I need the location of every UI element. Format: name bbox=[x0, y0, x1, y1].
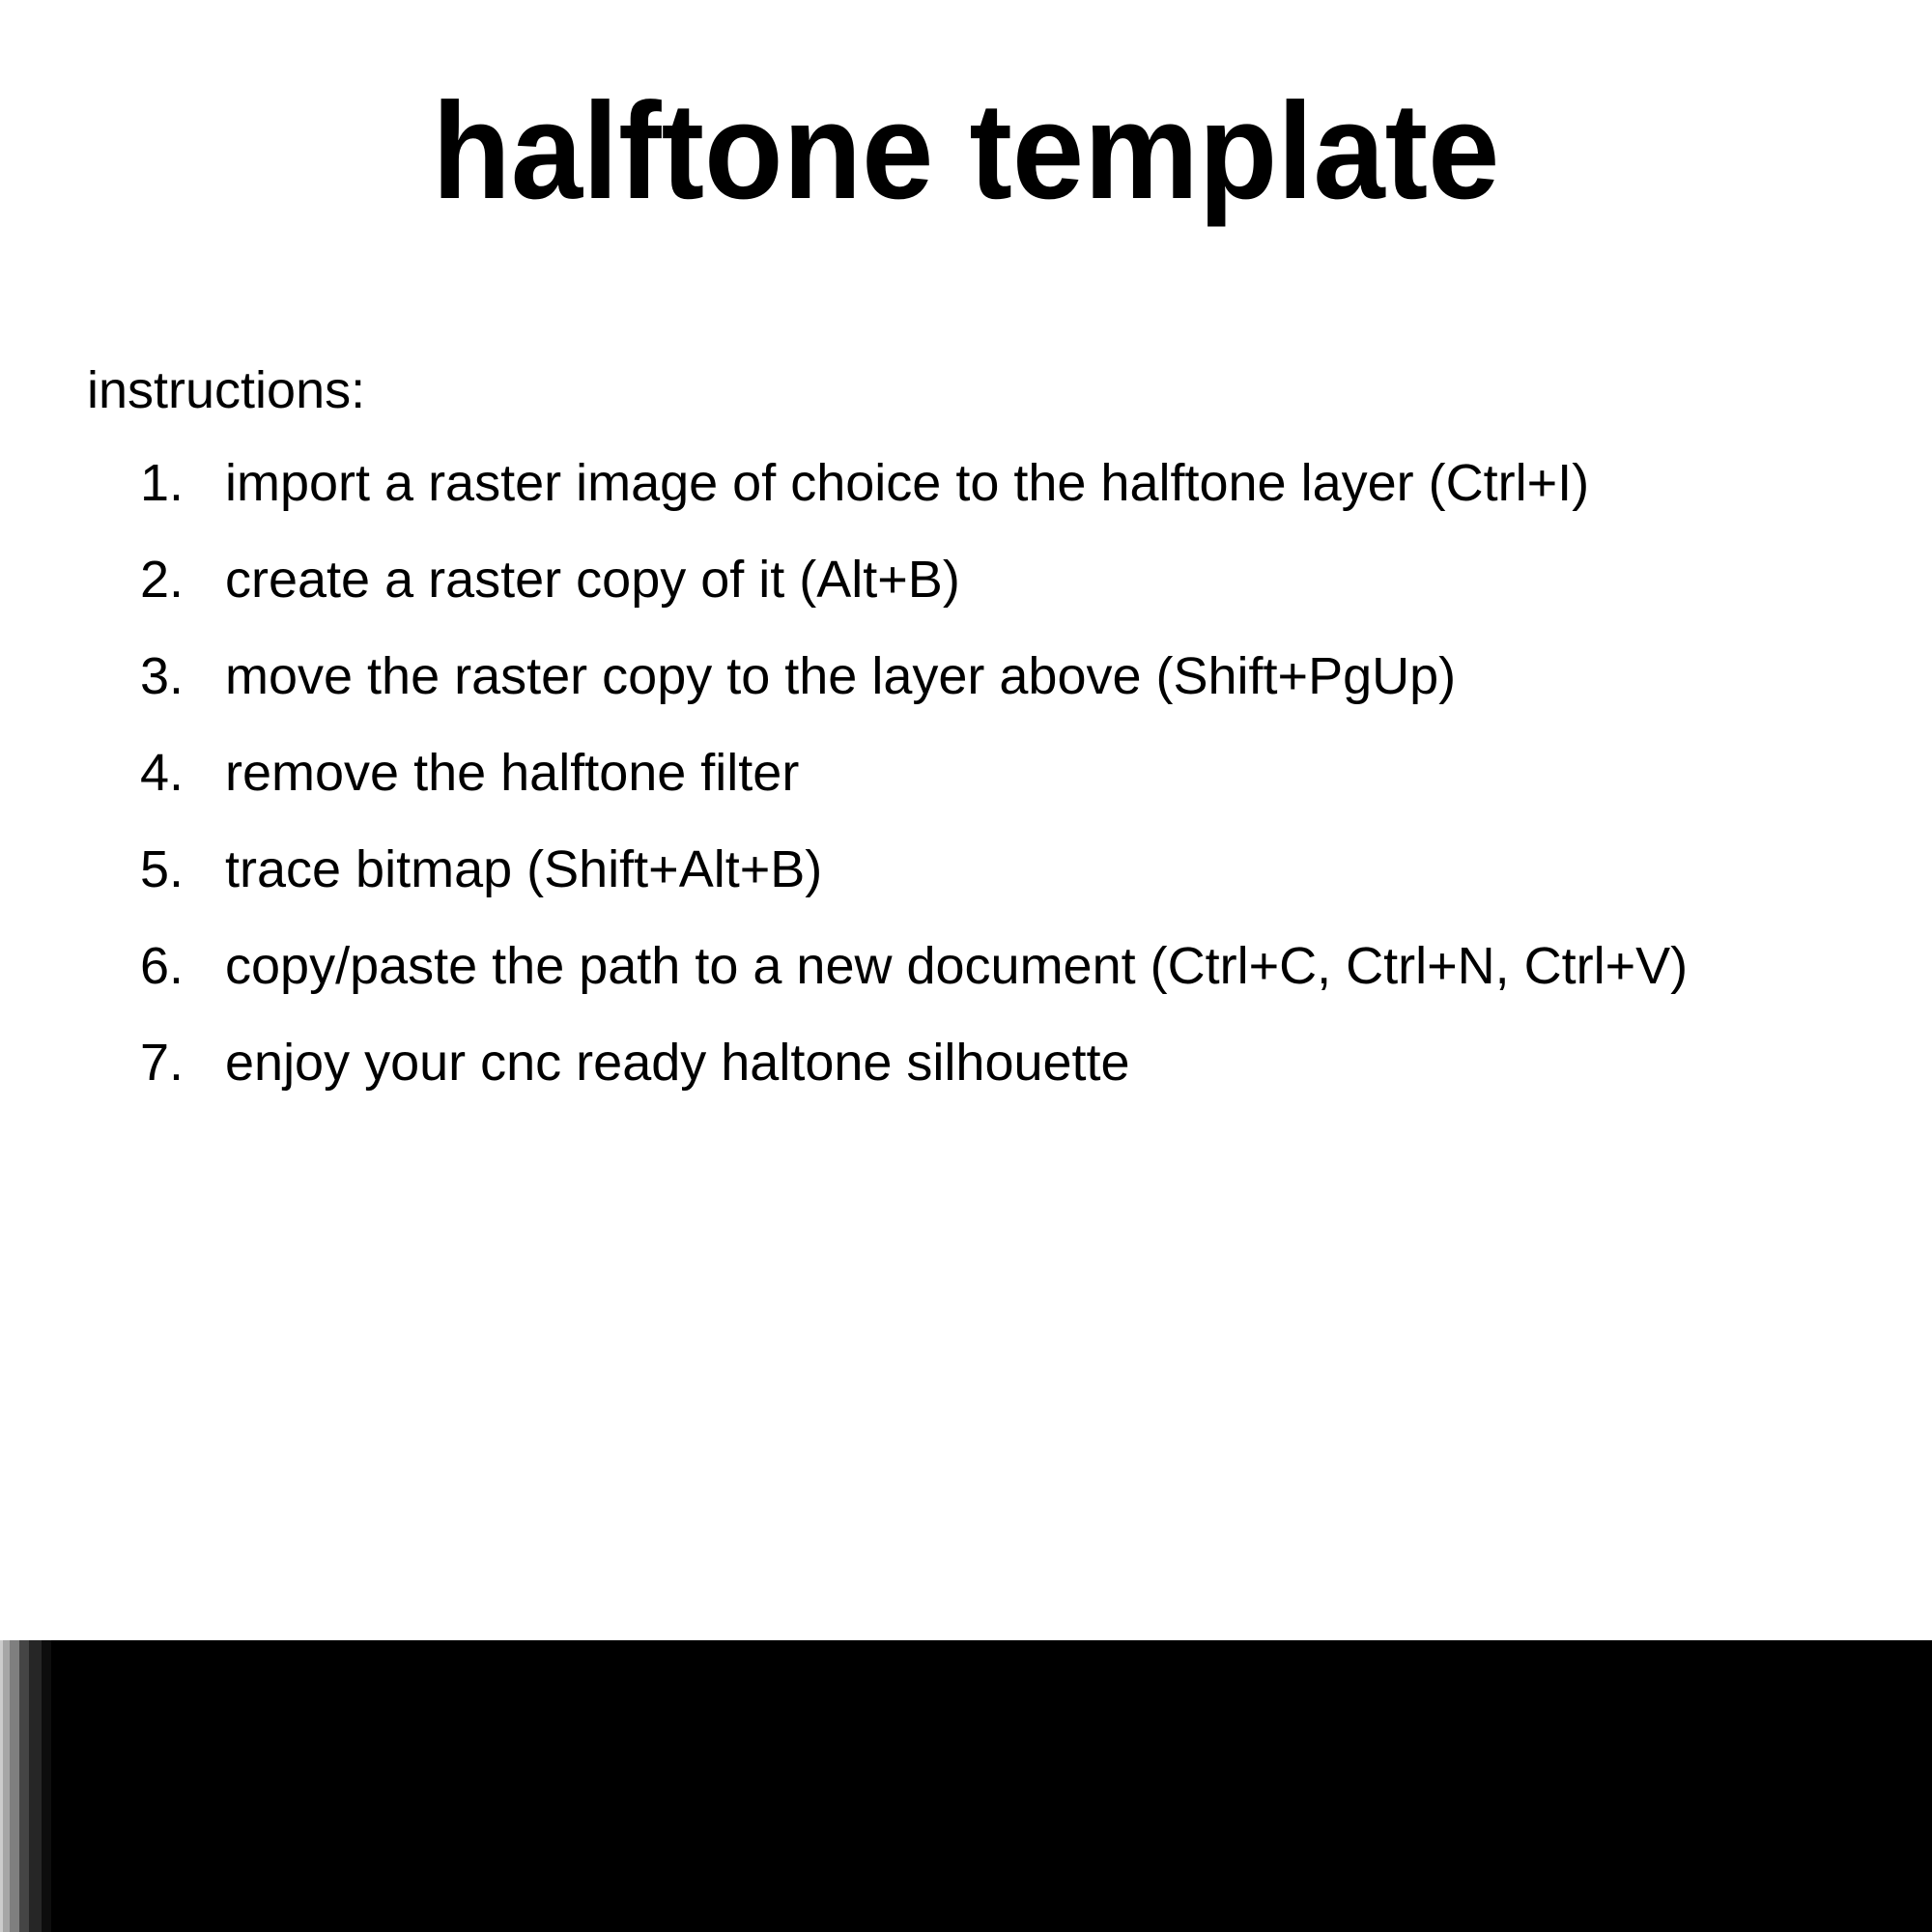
page-title-text: halftone template bbox=[432, 74, 1500, 228]
gradient-strip bbox=[0, 1640, 51, 1932]
list-item bbox=[140, 821, 1688, 918]
list-item bbox=[140, 628, 1688, 724]
list-item-text: move the raster copy to the layer above (Shift+PgUp) bbox=[225, 647, 1457, 705]
list-item-number: 2. bbox=[140, 551, 185, 609]
bottom-bar bbox=[0, 1640, 1932, 1932]
list-item-number: 6. bbox=[140, 937, 185, 995]
list-item bbox=[140, 724, 1688, 821]
gradient-step bbox=[42, 1640, 51, 1932]
list-item-text: trace bitmap (Shift+Alt+B) bbox=[225, 840, 823, 898]
list-item-number: 4. bbox=[140, 744, 185, 802]
list-item-number: 7. bbox=[140, 1034, 185, 1092]
list-item-text: create a raster copy of it (Alt+B) bbox=[225, 551, 960, 609]
gradient-step bbox=[10, 1640, 19, 1932]
list-item-text: enjoy your cnc ready haltone silhouette bbox=[225, 1034, 1130, 1092]
list-item-text: copy/paste the path to a new document (Ctrl+C, Ctrl+N, Ctrl+V) bbox=[225, 937, 1689, 995]
list-item bbox=[140, 1014, 1688, 1111]
list-item-number: 1. bbox=[140, 454, 185, 512]
list-item bbox=[140, 531, 1688, 628]
list-item-text: remove the halftone filter bbox=[225, 744, 800, 802]
list-item-text: import a raster image of choice to the halftone layer (Ctrl+I) bbox=[225, 454, 1590, 512]
list-item bbox=[140, 435, 1688, 531]
list-item bbox=[140, 918, 1688, 1014]
gradient-step bbox=[3, 1640, 10, 1932]
list-item-number: 3. bbox=[140, 647, 185, 705]
instructions-label: instructions: bbox=[87, 361, 366, 419]
instructions-list bbox=[140, 435, 1688, 1111]
list-item-number: 5. bbox=[140, 840, 185, 898]
page-title bbox=[0, 74, 1932, 228]
gradient-step bbox=[29, 1640, 42, 1932]
gradient-step bbox=[19, 1640, 29, 1932]
